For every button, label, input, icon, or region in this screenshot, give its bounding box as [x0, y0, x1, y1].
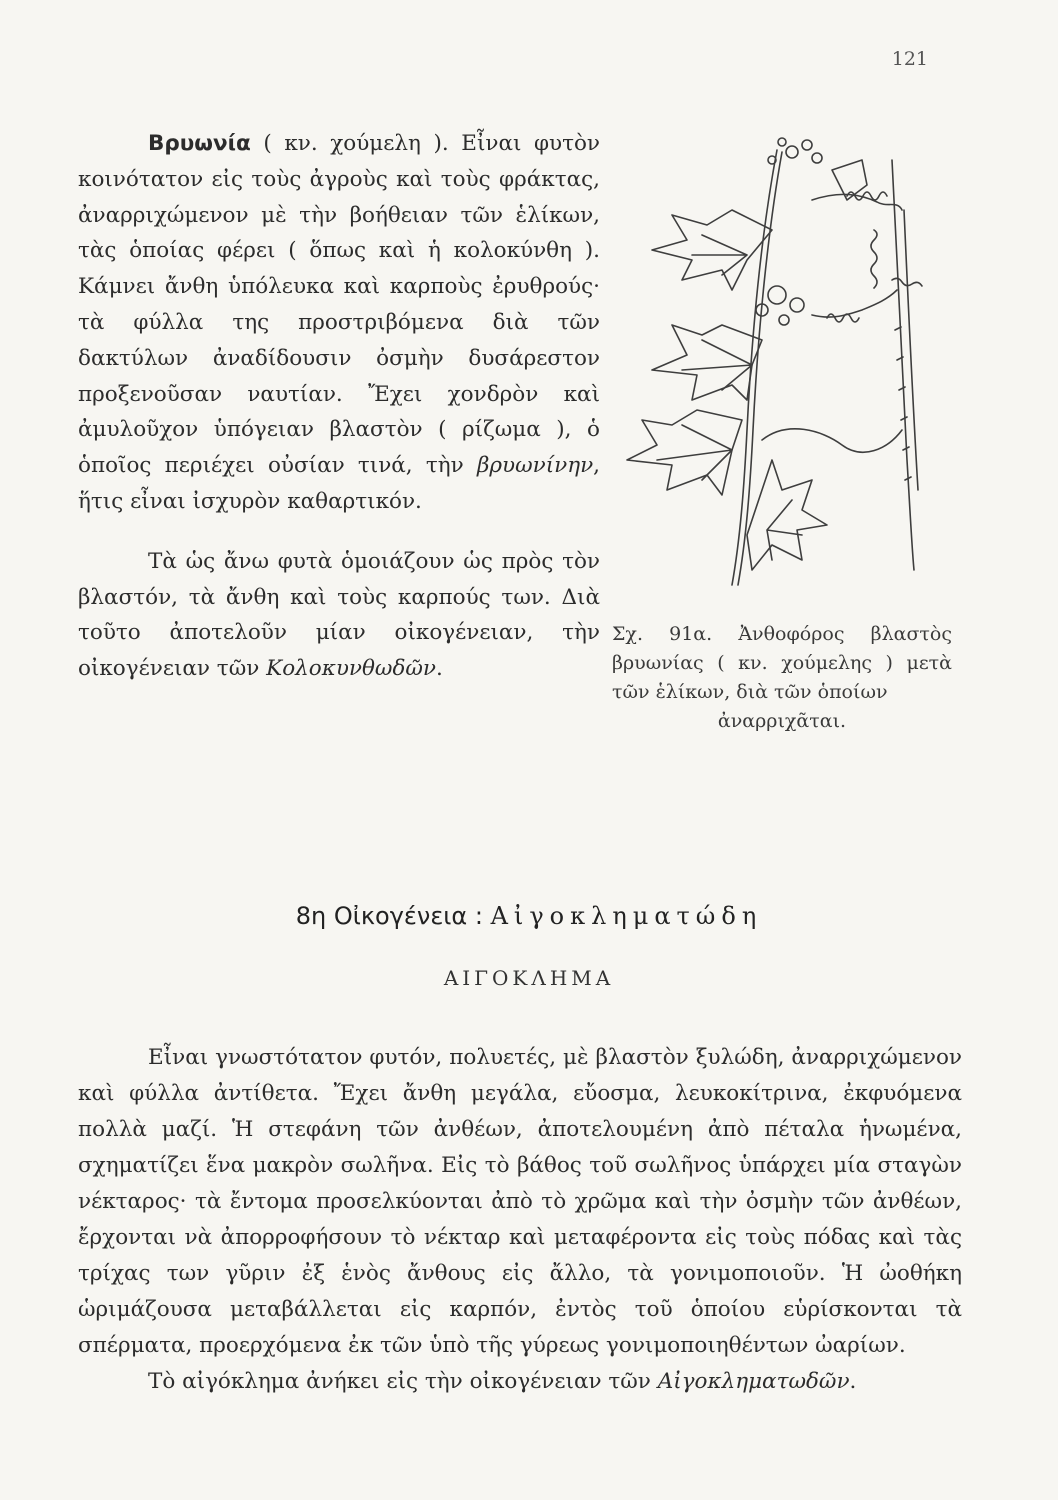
- bryonine-term: βρυωνίνην: [476, 453, 594, 479]
- bryonia-section: [78, 126, 600, 687]
- bryonia-illustration: [612, 130, 942, 600]
- flower: [768, 286, 786, 304]
- caption-text: Ἀνθοφόρος βλαστὸς βρυωνίας ( κν. χούμελης ) μετὰ τῶν ἑλίκων, διὰ τῶν ὁποίων: [612, 623, 953, 703]
- family-name: Αἰγοκληματώδη: [490, 902, 763, 930]
- bryonia-title: Βρυωνία: [148, 131, 251, 156]
- cucurbitaceae-term: Κολοκυνθωδῶν: [266, 656, 436, 682]
- flower-bud: [786, 146, 798, 158]
- tendril: [812, 194, 902, 210]
- aigoklima-p2-text: Τὸ αἰγόκλημα ἀνήκει εἰς τὴν οἰκογένειαν τῶν: [148, 1369, 651, 1394]
- tendril: [762, 429, 902, 452]
- plant-subheading: ΑΙΓΟΚΛΗΜΑ: [443, 966, 615, 990]
- figure-caption: [612, 620, 952, 736]
- flower: [790, 298, 804, 312]
- stalk-hairs: [895, 327, 911, 480]
- bryonia-p1-text: ( κν. χούμελη ). Εἶναι φυτὸν κοινότατον εἰς τοὺς ἀγροὺς καὶ τοὺς φράκτας, ἀναρριχώμενον μὲ τὴν βοήθειαν τῶν ἑλίκων, τὰς ὁποίας φέρει ( ὅπως καὶ ἡ κολοκύνθη ). Κάμνει ἄνθη ὑπόλευκα καὶ καρποὺς ἐρυθρούς· τὰ φύλλα της προστριβόμενα διὰ τῶν δακτύλων ἀναδίδουσιν ὀσμὴν δυσάρεστον προξενοῦσαν ναυτίαν. Ἔχει χονδρὸν καὶ ἀμυλοῦχον ὑπόγειαν βλαστὸν ( ρίζωμα ), ὁ ὁποῖος περιέχει οὐσίαν τινά, τὴν: [78, 131, 600, 479]
- family-label: 8η Οἰκογένεια :: [295, 902, 483, 930]
- flower: [779, 315, 789, 325]
- caprifoliaceae-term: Αἰγοκληματωδῶν: [657, 1369, 850, 1394]
- leaf-vein: [682, 340, 752, 390]
- leaf-vein: [692, 235, 747, 275]
- bryonia-paragraph-1: [78, 126, 600, 520]
- bryonia-p1-end: , ἥτις εἶναι ἰσχυρὸν καθαρτικόν.: [78, 453, 600, 514]
- flower-bud: [778, 138, 786, 146]
- aigoklima-section: [78, 1040, 962, 1400]
- bryonia-p2-end: .: [436, 656, 443, 682]
- caption-last-line: ἀναρριχᾶται.: [717, 710, 847, 732]
- bryonia-paragraph-2: [78, 544, 600, 687]
- vine-stem: [732, 150, 777, 585]
- aigoklima-paragraph-1: Εἶναι γνωστότατον φυτόν, πολυετές, μὲ βλαστὸν ξυλώδη, ἀναρριχώμενον καὶ φύλλα ἀντίθετα. Ἔχει ἄνθη μεγάλα, εὔοσμα, λευκοκίτρινα, ἐκφυόμενα πολλὰ μαζί. Ἡ στεφάνη τῶν ἀνθέων, ἀποτελουμένη ἀπὸ πέταλα ἡνωμένα, σχηματίζει ἕνα μακρὸν σωλῆνα. Εἰς τὸ βάθος τοῦ σωλῆνος ὑπάρχει μία σταγὼν νέκταρος· τὰ ἔντομα προσελκύονται ἀπὸ τὸ χρῶμα καὶ τὴν ὀσμὴν τῶν ἀνθέων, ἔρχονται νὰ ἀπορροφήσουν τὸ νέκταρ καὶ μεταφέροντα εἰς τοὺς πόδας καὶ τὰς τρίχας των γῦριν ἐξ ἑνὸς ἄνθους εἰς ἄλλο, τὰ γονιμοποιοῦν. Ἡ ὠοθήκη ὡριμάζουσα μεταβάλλεται εἰς καρπόν, ἐντὸς τοῦ ὁποίου εὑρίσκονται τὰ σπέρματα, προερχόμενα ἐκ τῶν ὑπὸ τῆς γύρεως γονιμοποιηθέντων ὠαρίων.: [78, 1045, 962, 1358]
- bryonia-p2-text: Τὰ ὡς ἄνω φυτὰ ὁμοιάζουν ὡς πρὸς τὸν βλαστόν, τὰ ἄνθη καὶ τοὺς καρπούς των. Διὰ τοῦτο ἀποτελοῦν μίαν οἰκογένειαν, τὴν οἰκογένειαν τῶν: [78, 548, 600, 682]
- flower-bud: [802, 140, 812, 150]
- aigoklima-p2-end: .: [849, 1369, 857, 1394]
- caption-label: Σχ. 91α.: [612, 623, 713, 645]
- flower-bud: [812, 153, 822, 163]
- tendril-coil: [871, 230, 877, 288]
- bryonia-drawing-svg: [612, 130, 942, 600]
- leaf: [747, 460, 827, 570]
- leaf: [627, 410, 742, 495]
- page-number: 121: [891, 48, 928, 70]
- leaf-vein: [657, 425, 732, 480]
- tendril: [812, 290, 897, 317]
- family-heading: [0, 902, 1058, 930]
- aigoklima-paragraph-2: [78, 1364, 962, 1400]
- leaf: [652, 210, 772, 290]
